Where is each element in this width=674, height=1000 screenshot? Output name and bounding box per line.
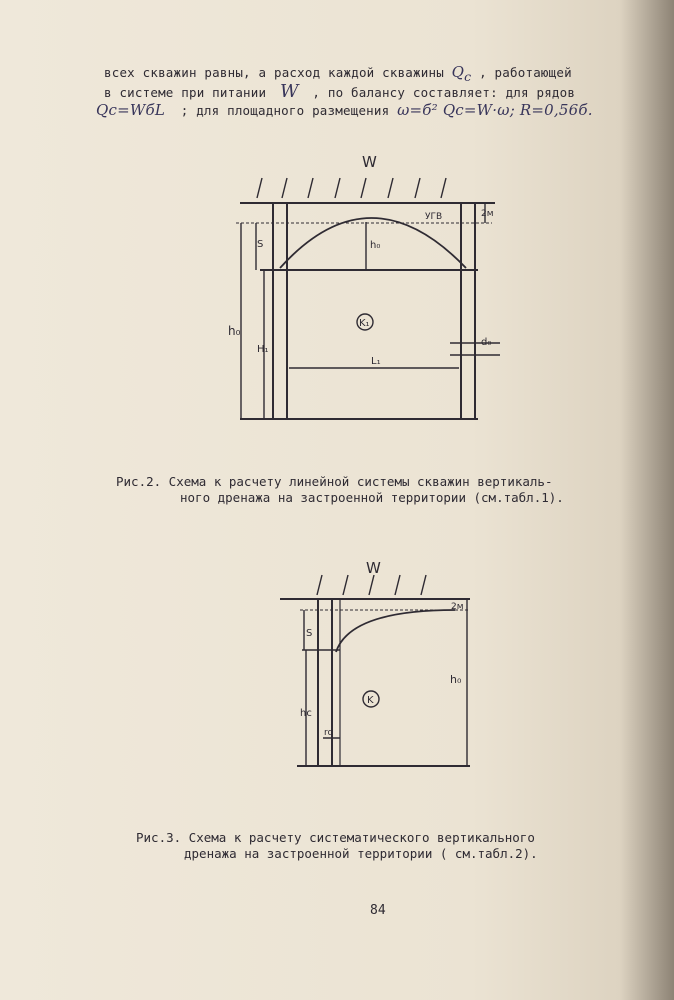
page-number: 84 [370, 903, 386, 918]
fig2-label-k: K₁ [359, 318, 370, 329]
fig3-label-s: S [306, 628, 313, 639]
fig3-label-rc: rc [324, 728, 333, 738]
text-line-3-middle: ; для площадного размещения [180, 103, 390, 118]
fig2-label-w: W [362, 153, 377, 171]
fig2-label-ugv: УГВ [425, 212, 443, 222]
formula-area: ω=б² Qc=W·ω [397, 101, 510, 119]
fig2-label-s: S [257, 239, 264, 250]
fig3-label-h0: h₀ [450, 673, 462, 686]
fig3-recharge-arrows [317, 575, 426, 595]
formula-w: W [279, 81, 299, 102]
figure-2-caption-line-2: ного дренажа на застроенной территории (см.табл.1). [180, 490, 564, 505]
fig3-depression-curve [336, 610, 455, 652]
fig3-label-2m: 2м [451, 602, 464, 612]
fig3-label-w: W [366, 559, 381, 577]
text-line-2-end: , по балансу составляет: для рядов [312, 85, 576, 100]
figure-2-caption-line-1: Рис.2. Схема к расчету линейной системы скважин вертикаль- [116, 474, 553, 489]
text-line-2-start: в системе при питании [104, 85, 267, 100]
fig2-label-h1: H₁ [257, 344, 269, 355]
fig3-label-k: K [367, 695, 374, 706]
formula-radius: ; R=0,56б. [509, 101, 593, 119]
formula-rows: Qc=WбL [96, 101, 166, 119]
figure-3-caption [136, 830, 538, 862]
fig3-label-hc: hc [300, 708, 312, 719]
fig2-label-h0-big: h₀ [228, 324, 241, 338]
fig2-label-2m: 2м [481, 209, 494, 219]
fig2-label-h0-small: h₀ [370, 240, 381, 251]
text-line-1-start: всех скважин равны, а расход каждой скважины [104, 65, 444, 80]
text-line-1-end: , работающей [479, 65, 572, 80]
formula-qc: $Q_c$ [451, 63, 472, 84]
figure-3-caption-line-2: дренажа на застроенной территории ( см.табл.2). [184, 846, 538, 861]
fig2-label-d0: d₀ [481, 337, 492, 348]
figure-3-caption-line-1: Рис.3. Схема к расчету систематического вертикального [136, 830, 535, 845]
fig2-label-l1: L₁ [371, 356, 381, 367]
